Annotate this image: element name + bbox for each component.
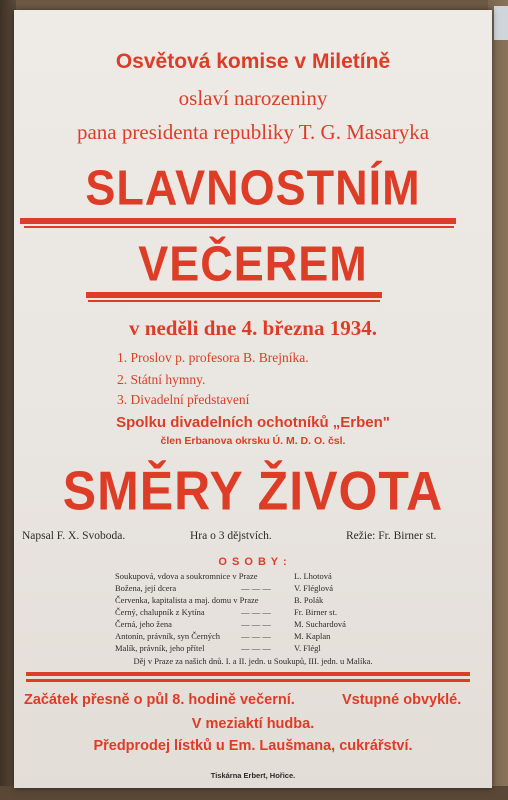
play-title: SMĚRY ŽIVOTA xyxy=(62,460,444,522)
cast-actor: Fr. Birner st. xyxy=(294,607,337,617)
divider-bottom xyxy=(26,679,470,682)
program-item-2: 2. Státní hymny. xyxy=(117,372,206,387)
cast-actor: V. Fléglová xyxy=(294,583,334,593)
cast-dash: — — — xyxy=(241,607,271,617)
cast-actor: M. Suchardová xyxy=(294,619,346,629)
cast-role: Červenka, kapitalista a maj. domu v Praze xyxy=(115,595,259,605)
cast-role: Božena, její dcera xyxy=(115,583,177,593)
ticket-presale: Předprodej lístků u Em. Laušmana, cukrářství. xyxy=(93,738,413,754)
cast-dash: — — — xyxy=(241,643,271,653)
title-line-3: pana presidenta republiky T. G. Masaryka xyxy=(76,120,430,144)
cast-heading: O S O B Y : xyxy=(218,556,288,568)
cast-role: Černá, jeho žena xyxy=(115,619,172,629)
headline-underline-2b xyxy=(88,300,380,302)
cast-dash: — — — xyxy=(241,583,271,593)
cast-actor: V. Flégl xyxy=(294,643,321,653)
divider-top xyxy=(26,672,470,676)
society-name: Spolku divadelních ochotníků „Erben" xyxy=(116,414,390,431)
wall-bottom xyxy=(0,786,508,800)
headline-underline-1 xyxy=(20,218,456,224)
society-membership: člen Erbanova okrsku Ú. M. D. O. čsl. xyxy=(160,435,346,447)
title-line-2: oslaví narozeniny xyxy=(178,86,328,110)
headline-underline-2 xyxy=(86,292,382,298)
cast-actor: L. Lhotová xyxy=(294,571,332,581)
event-date: v neděli dne 4. března 1934. xyxy=(129,316,377,340)
cast-dash: — — — xyxy=(241,619,271,629)
title-line-1: Osvětová komise v Miletíně xyxy=(115,50,391,73)
cast-actor: M. Kaplan xyxy=(294,631,331,641)
cast-role: Antonín, právník, syn Černých xyxy=(115,631,221,641)
admission: Vstupné obvyklé. xyxy=(342,692,462,708)
program-item-3: 3. Divadelní představení xyxy=(117,392,250,407)
printer-imprint: Tiskárna Erbert, Hořice. xyxy=(210,771,296,780)
headline-underline-1b xyxy=(24,226,454,228)
start-time: Začátek přesně o půl 8. hodině večerní. xyxy=(24,692,295,708)
headline-slavnostnim: SLAVNOSTNÍM xyxy=(85,159,421,216)
play-author: Napsal F. X. Svoboda. xyxy=(22,530,126,542)
cast-actor: B. Polák xyxy=(294,595,324,605)
program-item-1: 1. Proslov p. profesora B. Brejníka. xyxy=(117,350,309,365)
play-setting: Děj v Praze za našich dnů. I. a II. jedn. u Soukupů, III. jedn. u Malíka. xyxy=(133,656,373,666)
cast-dash: — — — xyxy=(241,631,271,641)
label-tag xyxy=(494,6,508,40)
intermission-music: V meziaktí hudba. xyxy=(191,716,315,732)
headline-vecerem: VEČEREM xyxy=(138,235,368,292)
poster xyxy=(14,10,492,788)
cast-role: Černý, chalupník z Kytína xyxy=(115,607,205,617)
play-director: Režie: Fr. Birner st. xyxy=(346,530,437,542)
play-acts: Hra o 3 dějstvích. xyxy=(190,530,272,542)
cast-role: Malík, právník, jeho přítel xyxy=(115,643,205,653)
cast-role: Soukupová, vdova a soukromnice v Praze xyxy=(115,571,258,581)
